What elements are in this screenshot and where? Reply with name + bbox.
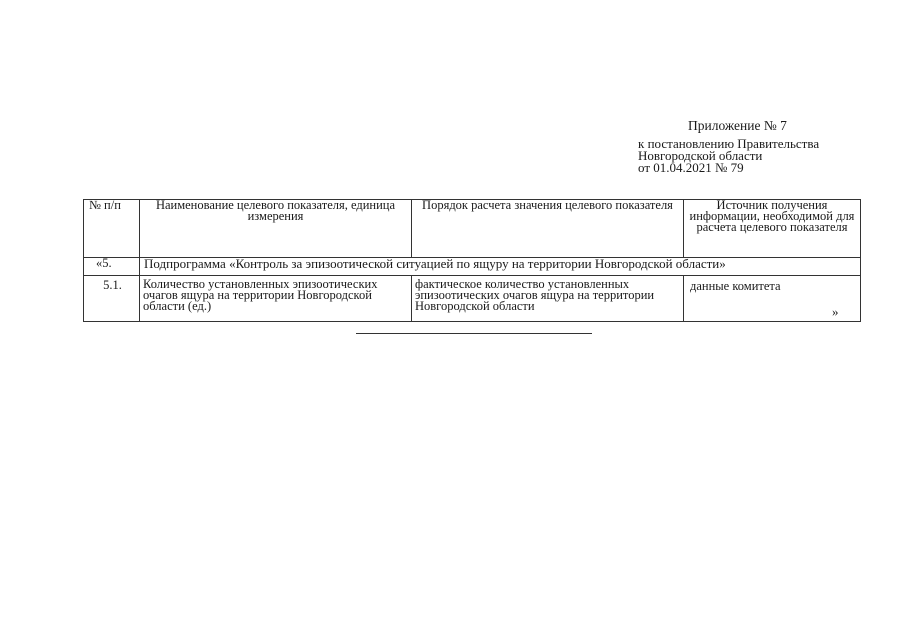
header-information-source: Источник получения информации, необходимой для расчета целевого показателя (684, 200, 861, 258)
appendix-line-3: от 01.04.2021 № 79 (638, 160, 744, 175)
closing-quote: » (832, 304, 839, 319)
table-header-row (84, 200, 861, 258)
subprogram-title: Подпрограмма «Контроль за эпизоотической ситуацией по ящуру на территории Новгородской области» (140, 258, 861, 276)
header-number: № п/п (84, 200, 140, 258)
appendix-title: Приложение № 7 (688, 118, 787, 133)
row-calculation-method: фактическое количество установленных эпизоотических очагов ящура на территории Новгородской области (412, 276, 684, 322)
header-calculation-method: Порядок расчета значения целевого показателя (412, 200, 684, 258)
divider-line (356, 333, 592, 334)
subprogram-number: «5. (84, 258, 140, 276)
row-indicator-name: Количество установленных эпизоотических очагов ящура на территории Новгородской области (ед.) (140, 276, 412, 322)
appendix-line-1: к постановлению Правительства (638, 136, 820, 151)
indicator-table (83, 199, 861, 322)
subprogram-row (84, 258, 861, 276)
row-information-source: данные комитета (684, 276, 861, 322)
header-indicator-name: Наименование целевого показателя, единица измерения (140, 200, 412, 258)
appendix-block (638, 120, 868, 174)
table-row (84, 276, 861, 322)
appendix-line-2: Новгородской области (638, 148, 763, 163)
row-number: 5.1. (84, 276, 140, 322)
